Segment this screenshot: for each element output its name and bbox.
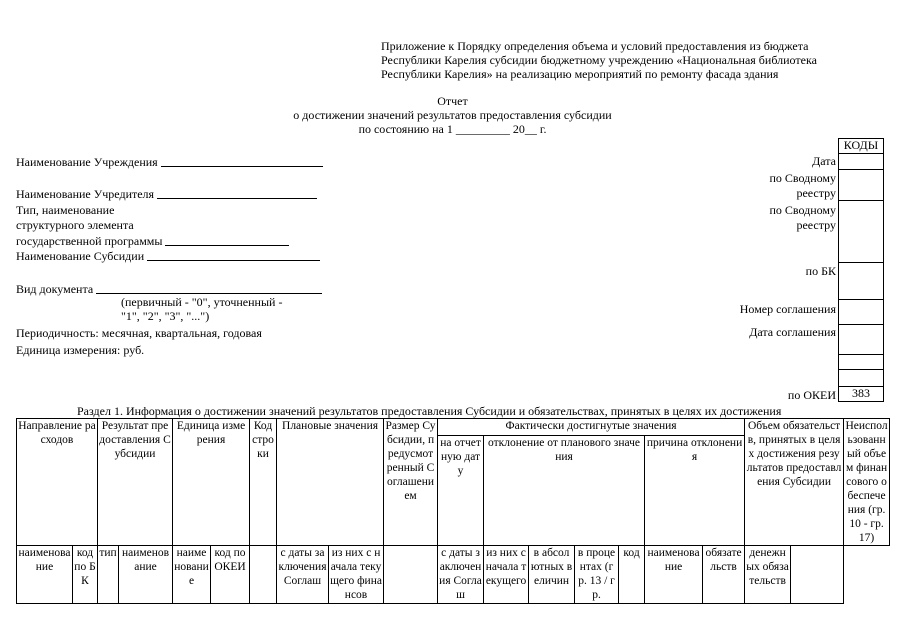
- col-planned: Плановые значения: [277, 419, 384, 546]
- code-blank-cell-1[interactable]: [839, 355, 883, 370]
- institution-field: [16, 154, 323, 169]
- h3-since-date-1: с даты заключения Соглаш: [277, 546, 329, 604]
- h3-obligations: обязательств: [703, 546, 745, 604]
- doc-type-hint-1: (первичный - "0", уточненный -: [121, 295, 283, 309]
- h3-name-4: наименование: [645, 546, 703, 604]
- code-blank-cell-2[interactable]: [839, 370, 883, 387]
- h3-unused-blank: [791, 546, 844, 604]
- agreement-number-label: Номер соглашения: [739, 302, 836, 316]
- col-result: Результат предоставления Субсидии: [98, 419, 173, 546]
- appendix-line-2: Республики Карелия субсидии бюджетному учреждению «Национальная библиотека: [381, 53, 817, 67]
- code-agreement-number-cell[interactable]: [839, 300, 883, 325]
- code-okei-cell[interactable]: 383: [839, 387, 883, 402]
- doc-type-label: Вид документа: [16, 282, 94, 296]
- doc-type-hint-2: "1", "2", "3", "..."): [121, 309, 210, 323]
- periodicity-label: Периодичность: месячная, квартальная, годовая: [16, 326, 262, 340]
- results-table: [16, 418, 890, 604]
- svodny-2-label-b: реестру: [796, 218, 836, 232]
- h3-code-okei: код по ОКЕИ: [211, 546, 250, 604]
- h3-name-3: наименование: [173, 546, 211, 604]
- col-deviation: отклонение от планового значения: [484, 435, 645, 545]
- report-date-line: по состоянию на 1 _________ 20__ г.: [358, 122, 547, 136]
- report-subtitle: о достижении значений результатов предоставления субсидии: [293, 108, 612, 122]
- col-obligations: Объем обязательств, принятых в целях достижения результатов предоставления Субсидии: [745, 419, 844, 546]
- doc-type-field: [16, 281, 322, 296]
- h3-line-code-blank: [250, 546, 277, 604]
- h3-percent: в процентах (гр. 13 / гр.: [575, 546, 619, 604]
- type-label-2: структурного элемента: [16, 218, 134, 232]
- h3-of-them-1: из них с начала текущего финансов: [329, 546, 384, 604]
- code-agreement-date-cell[interactable]: [839, 325, 883, 355]
- col-at-date: на отчетную дату: [438, 435, 484, 545]
- founder-label: Наименование Учредителя: [16, 187, 155, 201]
- institution-label: Наименование Учреждения: [16, 155, 158, 169]
- founder-blank[interactable]: [157, 187, 317, 199]
- svodny-1-label-a: по Сводному: [769, 171, 836, 185]
- col-line-code: Код строки: [250, 419, 277, 546]
- okei-label: по ОКЕИ: [787, 388, 836, 402]
- codes-header: КОДЫ: [839, 139, 883, 154]
- code-bk-cell[interactable]: [839, 263, 883, 300]
- code-svodny-2-cell[interactable]: [839, 201, 883, 263]
- h3-code: код: [619, 546, 645, 604]
- h3-since-date-2: с даты заключения Соглаш: [438, 546, 484, 604]
- col-direction: Направление расходов: [17, 419, 98, 546]
- doc-type-blank[interactable]: [96, 282, 322, 294]
- report-title: Отчет: [437, 94, 468, 108]
- h3-of-them-2: из них с начала текущего: [484, 546, 529, 604]
- bk-label: по БК: [805, 264, 836, 278]
- h3-code-bk: код по БК: [73, 546, 98, 604]
- date-label: Дата: [812, 154, 836, 168]
- institution-blank[interactable]: [161, 155, 323, 167]
- type-label-1: Тип, наименование: [16, 203, 115, 217]
- subsidy-field: [16, 248, 320, 263]
- codes-box: [838, 138, 884, 402]
- type-blank[interactable]: [165, 234, 289, 246]
- section-title: Раздел 1. Информация о достижении значений результатов предоставления Субсидии и обязательствах, принятых в целях их достижения: [77, 404, 782, 418]
- type-label-3: государственной программы: [16, 234, 163, 248]
- subsidy-blank[interactable]: [147, 249, 320, 261]
- agreement-date-label: Дата соглашения: [749, 325, 836, 339]
- type-field: [16, 233, 289, 248]
- code-date-cell[interactable]: [839, 154, 883, 170]
- h3-size-blank: [384, 546, 438, 604]
- col-reason: причина отклонения: [645, 435, 745, 545]
- svodny-1-label-b: реестру: [796, 186, 836, 200]
- appendix-line-1: Приложение к Порядку определения объема и условий предоставления из бюджета: [381, 39, 809, 53]
- h3-name-2: наименование: [119, 546, 173, 604]
- col-actual: Фактически достигнутые значения: [438, 419, 745, 436]
- founder-field: [16, 186, 317, 201]
- h3-absolute: в абсолютных величин: [529, 546, 575, 604]
- h3-type: тип: [98, 546, 119, 604]
- code-svodny-1-cell[interactable]: [839, 170, 883, 201]
- col-unit: Единица измерения: [173, 419, 250, 546]
- subsidy-label: Наименование Субсидии: [16, 249, 145, 263]
- col-size: Размер Субсидии, предусмотренный Соглашением: [384, 419, 438, 546]
- h3-money-obligations: денежных обязательств: [745, 546, 791, 604]
- unit-label: Единица измерения: руб.: [16, 343, 145, 357]
- h3-name-1: наименование: [17, 546, 73, 604]
- appendix-line-3: Республики Карелия» на реализацию мероприятий по ремонту фасада здания: [381, 67, 779, 81]
- svodny-2-label-a: по Сводному: [769, 203, 836, 217]
- col-unused: Неиспользованный объем финансового обеспечения (гр. 10 - гр. 17): [845, 420, 888, 544]
